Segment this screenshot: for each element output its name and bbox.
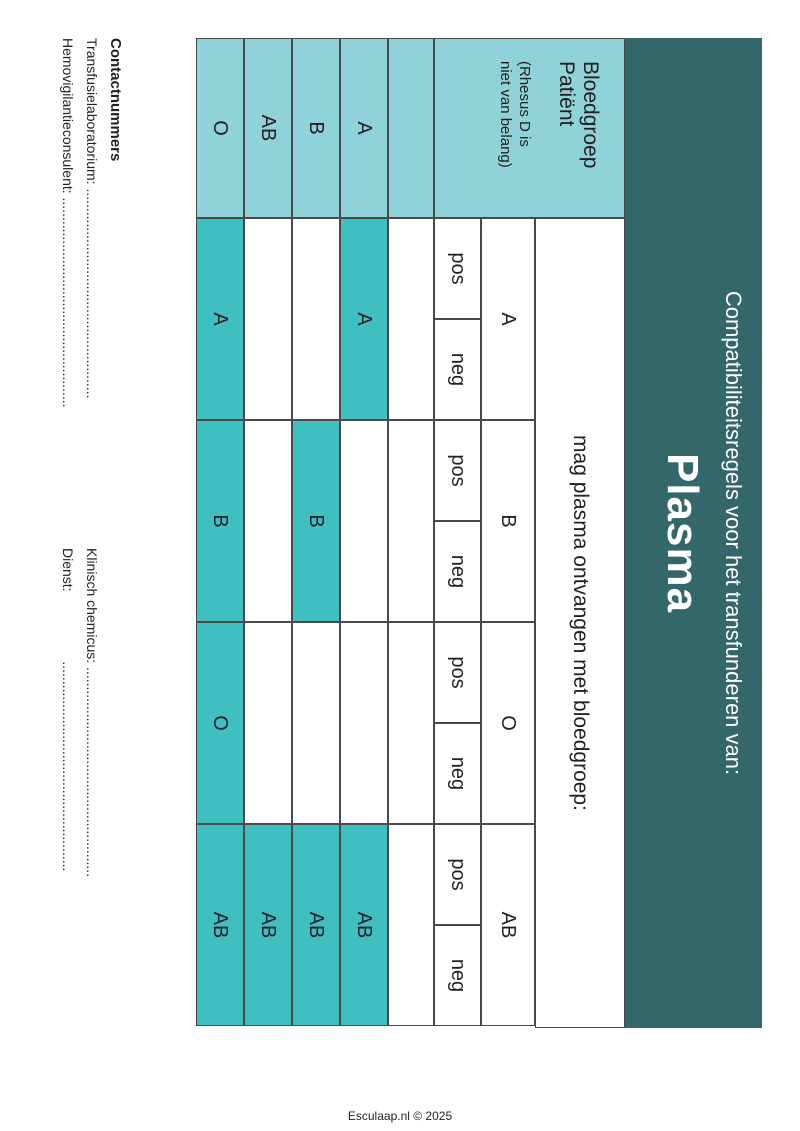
donor-header-gap <box>388 824 434 1026</box>
incompatible-cell <box>244 218 292 420</box>
rh-label-neg: neg <box>434 723 481 824</box>
rh-label-pos: pos <box>434 622 481 723</box>
incompatible-cell <box>244 420 292 622</box>
contact-title: Contactnummers <box>107 38 124 162</box>
header-pretitle: Compatibiliteitsregels voor het transfunderen van: <box>721 290 746 776</box>
rh-label-pos: pos <box>434 420 481 521</box>
donor-header-gap <box>388 622 434 824</box>
patient-bloodgroup-header <box>434 38 625 218</box>
compatible-cell: AB <box>292 824 340 1026</box>
patient-group-cell: O <box>196 38 244 218</box>
footer-copyright: Esculaap.nl © 2025 <box>347 1109 453 1123</box>
rh-label-neg: neg <box>434 319 481 420</box>
table-subtitle: mag plasma ontvangen met bloedgroep: <box>535 218 625 1028</box>
donor-group-header-b: B <box>481 420 535 622</box>
incompatible-cell <box>292 622 340 824</box>
incompatible-cell <box>292 218 340 420</box>
compatible-cell: O <box>196 622 244 824</box>
rh-label-neg: neg <box>434 925 481 1026</box>
incompatible-cell <box>244 622 292 824</box>
rh-label-pos: pos <box>434 824 481 925</box>
patient-group-cell: AB <box>244 38 292 218</box>
patient-group-cell: B <box>292 38 340 218</box>
lab-contact: Transfusielaboratorium: ...................................................... <box>84 38 100 399</box>
incompatible-cell <box>340 420 388 622</box>
incompatible-cell <box>340 622 388 824</box>
donor-group-header-o: O <box>481 622 535 824</box>
compatible-cell: A <box>196 218 244 420</box>
rh-label-neg: neg <box>434 521 481 622</box>
patient-header-spacer <box>388 38 434 218</box>
hemovigilance-contact: Hemovigilantieconsulent: ...................................................... <box>60 38 76 408</box>
compatible-cell: AB <box>244 824 292 1026</box>
compatible-cell: AB <box>340 824 388 1026</box>
donor-group-header-ab: AB <box>481 824 535 1026</box>
rhesus-note: (Rhesus D is niet van belang) <box>497 61 533 168</box>
compatible-cell: B <box>196 420 244 622</box>
header-title: Plasma <box>658 452 707 614</box>
rh-label-pos: pos <box>434 218 481 319</box>
compatible-cell: A <box>340 218 388 420</box>
donor-header-gap <box>388 218 434 420</box>
donor-header-gap <box>388 420 434 622</box>
chemist-contact: Klinisch chemicus: ...................................................... <box>84 548 100 878</box>
compatible-cell: AB <box>196 824 244 1026</box>
donor-group-header-a: A <box>481 218 535 420</box>
dienst-contact: Dienst: ...................................................... <box>60 548 76 872</box>
patient-group-cell: A <box>340 38 388 218</box>
compatible-cell: B <box>292 420 340 622</box>
patient-header-label: Bloedgroep Patiënt <box>555 61 602 169</box>
header-banner <box>625 38 762 1028</box>
